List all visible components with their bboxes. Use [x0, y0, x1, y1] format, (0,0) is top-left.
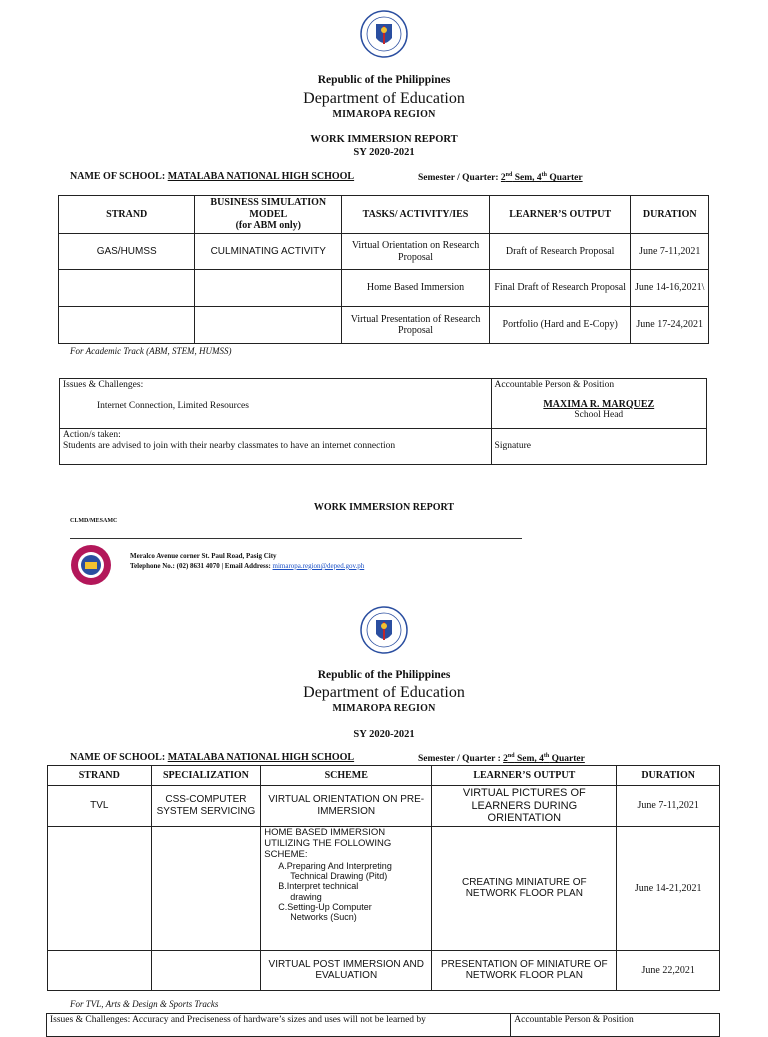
- semester-label: Semester / Quarter:: [418, 173, 499, 184]
- table-row: GAS/HUMSS CULMINATING ACTIVITY Virtual Orientation on Research Proposal Draft of Research Proposal June 7-11,2021: [59, 234, 709, 270]
- footer-address: Meralco Avenue corner St. Paul Road, Pasig City Telephone No.: (02) 8631 4070 | Email Address: mimaropa.region@deped.gov.ph: [130, 552, 365, 570]
- issues-text: Internet Connection, Limited Resources: [97, 400, 249, 411]
- deped-seal-icon: [360, 606, 408, 654]
- col-strand: STRAND: [59, 196, 195, 234]
- republic-line: Republic of the Philippines: [317, 74, 451, 86]
- col-strand: STRAND: [48, 766, 152, 786]
- semester-line: Semester / Quarter : 2nd Sem, 4th Quarter: [418, 753, 585, 765]
- school-label: NAME OF SCHOOL:: [70, 171, 166, 182]
- department-title: Department of Education: [303, 90, 465, 107]
- col-specialization: SPECIALIZATION: [151, 766, 261, 786]
- col-tasks: TASKS/ ACTIVITY/IES: [342, 196, 490, 234]
- republic-line: Republic of the Philippines: [317, 669, 451, 681]
- col-duration: DURATION: [631, 196, 709, 234]
- semester-line: [418, 172, 583, 183]
- school-year: SY 2020-2021: [353, 147, 415, 158]
- issues-table: [59, 378, 707, 465]
- school-name-line: NAME OF SCHOOL: MATALABA NATIONAL HIGH SCHOOL: [70, 752, 355, 763]
- col-model: BUSINESS SIMULATION MODEL (for ABM only): [195, 196, 342, 234]
- region-label: MIMAROPA REGION: [332, 109, 436, 120]
- email-link[interactable]: mimaropa.region@deped.gov.ph: [272, 561, 365, 570]
- region-label: MIMAROPA REGION: [332, 703, 436, 714]
- col-duration: DURATION: [617, 766, 720, 786]
- scheme-list: HOME BASED IMMERSION UTILIZING THE FOLLOWING SCHEME: A.Preparing And Interpreting Technical Drawing (Pitd) B.Interpret technical drawing C.Setting-Up Computer Networks (Sucn): [261, 826, 432, 950]
- issues-cell: Issues & Challenges: Accuracy and Preciseness of hardware’s sizes and uses will not be learned by: [47, 1014, 511, 1037]
- footer-divider: [70, 538, 522, 539]
- immersion-table-academic: [58, 195, 709, 344]
- table-row: Virtual Presentation of Research Proposal Portfolio (Hard and E-Copy) June 17-24,2021: [59, 307, 709, 344]
- school-name: MATALABA NATIONAL HIGH SCHOOL: [167, 171, 355, 182]
- actions-cell: Action/s taken: Students are advised to join with their nearby classmates to have an internet connection: [60, 429, 492, 465]
- signature-cell: Signature: [491, 429, 706, 465]
- accountable-position: School Head: [574, 410, 624, 421]
- deped-seal-icon: [360, 10, 408, 58]
- accountable-cell: Accountable Person & Position: [511, 1014, 720, 1037]
- department-title: Department of Education: [303, 684, 465, 701]
- actions-text: Students are advised to join with their nearby classmates to have an internet connection: [63, 440, 396, 451]
- footer-code: CLMD/MESAMC: [70, 518, 118, 524]
- table-row: HOME BASED IMMERSION UTILIZING THE FOLLOWING SCHEME: A.Preparing And Interpreting Technical Drawing (Pitd) B.Interpret technical drawing C.Setting-Up Computer Networks (Sucn) CREATING MINIATURE OF NETWORK FLOOR PLAN June 14-21,2021: [48, 826, 720, 950]
- accountable-cell: Accountable Person & Position MAXIMA R. MARQUEZ School Head: [491, 379, 706, 429]
- accountable-name: MAXIMA R. MARQUEZ: [543, 398, 655, 410]
- school-year: SY 2020-2021: [353, 729, 415, 740]
- table-row: VIRTUAL POST IMMERSION AND EVALUATION PRESENTATION OF MINIATURE OF NETWORK FLOOR PLAN June 22,2021: [48, 950, 720, 990]
- track-note: For Academic Track (ABM, STEM, HUMSS): [70, 346, 232, 356]
- semester-value: 2nd Sem, 4th Quarter: [500, 172, 583, 184]
- table-row: Home Based Immersion Final Draft of Research Proposal June 14-16,2021\: [59, 270, 709, 307]
- col-output: LEARNER’S OUTPUT: [432, 766, 617, 786]
- col-scheme: SCHEME: [261, 766, 432, 786]
- school-name-line: [70, 171, 354, 182]
- table-row: TVL CSS-COMPUTER SYSTEM SERVICING VIRTUAL ORIENTATION ON PRE-IMMERSION VIRTUAL PICTURES OF LEARNERS DURING ORIENTATION June 7-11,2021: [48, 786, 720, 827]
- report-title: WORK IMMERSION REPORT: [310, 134, 458, 145]
- immersion-table-tvl: [47, 765, 720, 991]
- col-output: LEARNER’S OUTPUT: [489, 196, 631, 234]
- footer-report-title: WORK IMMERSION REPORT: [313, 502, 455, 513]
- issues-cell: Issues & Challenges: Internet Connection, Limited Resources: [60, 379, 492, 429]
- issues-table-tvl: [46, 1013, 720, 1037]
- deped-mimaropa-logo-icon: [70, 544, 112, 586]
- track-note: For TVL, Arts & Design & Sports Tracks: [70, 999, 219, 1009]
